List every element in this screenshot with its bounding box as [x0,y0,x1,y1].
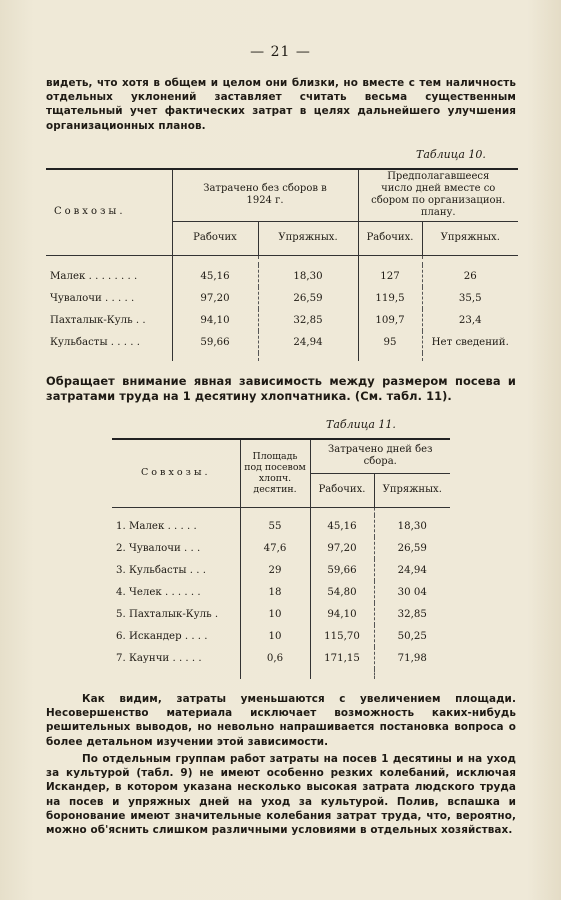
table11-caption: Таблица 11. [326,418,396,431]
table-row [46,287,518,309]
table-row [112,625,450,647]
table-row [112,603,450,625]
row-label: Чувалочи . . . . . [50,292,135,304]
table10-header-workers: Рабочих [172,221,258,255]
table10-header-group2: Предполагавшееся число дней вместе со сбором по организацион. плану. [358,169,518,221]
cell: 97,20 [310,537,374,559]
cell: 127 [358,265,422,287]
table10-header-draft: Упряжных. [258,221,358,255]
cell: 59,66 [172,331,258,353]
cell: 59,66 [310,559,374,581]
cell: 54,80 [310,581,374,603]
cell: 94,10 [172,309,258,331]
row-label: 5. Пахталык-Куль . [116,608,219,620]
cell: Нет сведений. [422,331,518,353]
cell: 50,25 [374,625,450,647]
cell: 23,4 [422,309,518,331]
table-row [112,537,450,559]
cell: 0,6 [240,647,310,669]
cell: 97,20 [172,287,258,309]
table10-header-sovkhozy: Совхозы. [46,169,172,255]
cell: 45,16 [172,265,258,287]
cell: 26 [422,265,518,287]
cell: 18 [240,581,310,603]
cell: 32,85 [258,309,358,331]
cell: 18,30 [258,265,358,287]
row-label: 1. Малек . . . . . [116,520,197,532]
table10-caption: Таблица 10. [416,148,486,161]
cell: 71,98 [374,647,450,669]
table11-header-area: Площадь под посевом хлопч. десятин. [240,439,310,507]
table10-header-workers2: Рабочих. [358,221,422,255]
table-row [112,515,450,537]
table11-header-sovkhozy: Совхозы. [112,439,240,507]
middle-paragraph: Обращает внимание явная зависимость между размером посева и затратами труда на 1 десятину хлопчатника. (См. табл. 11). [46,374,516,403]
table-11 [112,438,450,679]
cell: 47,6 [240,537,310,559]
cell: 115,70 [310,625,374,647]
cell: 55 [240,515,310,537]
cell: 171,15 [310,647,374,669]
cell: 30 04 [374,581,450,603]
row-label: Пахталык-Куль . . [50,314,146,326]
cell: 32,85 [374,603,450,625]
intro-paragraph: видеть, что хотя в общем и целом они близки, но вместе с тем наличность отдельных уклонений заставляет считать весьма существенным тщательный учет фактических затрат в целях дальнейшего улучшения организационных планов. [46,77,516,132]
table-row [46,265,518,287]
table11-header-draft: Упряжных. [374,473,450,507]
table-row [112,647,450,669]
cell: 45,16 [310,515,374,537]
cell: 29 [240,559,310,581]
table11-header-workers: Рабочих. [310,473,374,507]
table10-header-draft2: Упряжных. [422,221,518,255]
cell: 26,59 [374,537,450,559]
row-label: 4. Челек . . . . . . [116,586,201,598]
table-row [46,309,518,331]
table-row [112,559,450,581]
cell: 26,59 [258,287,358,309]
row-label: Малек . . . . . . . . [50,270,138,282]
cell: 95 [358,331,422,353]
cell: 18,30 [374,515,450,537]
page-number: — 21 — [250,44,311,60]
table10-header-group1: Затрачено без сборов в 1924 г. [172,169,358,221]
cell: 10 [240,603,310,625]
row-label: 6. Искандер . . . . [116,630,208,642]
cell: 119,5 [358,287,422,309]
cell: 10 [240,625,310,647]
cell: 109,7 [358,309,422,331]
table11-header-group: Затрачено дней без сбора. [310,439,450,473]
conclusion-paragraph-1: Как видим, затраты уменьшаются с увеличением площади. Несовершенство материала исключает возможность каких-нибудь решительных выводов, но невольно напрашивается постановка вопроса о более детальном изучении этой зависимости. [46,693,516,748]
conclusion-paragraph-2: По отдельным группам работ затраты на посев 1 десятины и на уход за культурой (табл. 9) не имеют особенно резких колебаний, исключая Искандер, в котором указана несколько высокая затрата людского труда на посев и упряжных дней на уход за культурой. Полив, вспашка и боронование имеют значительные колебания затрат труда, что, вероятно, можно об'яснить слишком различными условиями в отдельных хозяйствах. [46,753,516,837]
row-label: 3. Кульбасты . . . [116,564,206,576]
cell: 94,10 [310,603,374,625]
cell: 24,94 [258,331,358,353]
table-10 [46,168,518,361]
cell: 24,94 [374,559,450,581]
row-label: Кульбасты . . . . . [50,336,140,348]
row-label: 2. Чувалочи . . . [116,542,201,554]
table-row [112,581,450,603]
row-label: 7. Каунчи . . . . . [116,652,202,664]
cell: 35,5 [422,287,518,309]
table-row [46,331,518,353]
